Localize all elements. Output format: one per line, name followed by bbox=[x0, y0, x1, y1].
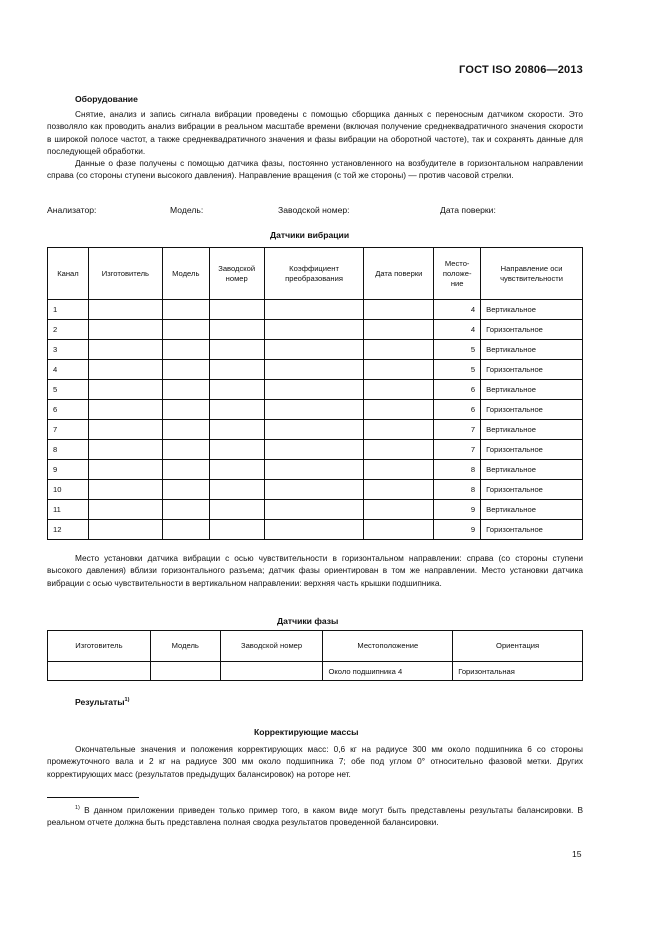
table-row bbox=[48, 320, 583, 340]
column-header: Коэффициент преобразования bbox=[264, 248, 364, 300]
equipment-paragraph-2: Данные о фазе получены с помощью датчика фазы, постоянно установленного на возбудителе в горизонтальном направлении справа (со стороны ступени высокого давления). Направление вращения (с той же стороны) — против часовой стрелки. bbox=[47, 158, 583, 181]
location-cell: 8 bbox=[434, 460, 481, 480]
empty-cell bbox=[364, 420, 434, 440]
table-row bbox=[48, 500, 583, 520]
empty-cell bbox=[364, 400, 434, 420]
location-cell: 9 bbox=[434, 500, 481, 520]
empty-cell bbox=[364, 320, 434, 340]
empty-cell bbox=[162, 420, 209, 440]
empty-cell bbox=[364, 480, 434, 500]
direction-cell: Вертикальное bbox=[481, 300, 583, 320]
column-header: Местоположение bbox=[323, 631, 453, 662]
footnote-divider bbox=[47, 797, 139, 798]
empty-cell bbox=[162, 440, 209, 460]
empty-cell bbox=[162, 320, 209, 340]
phase-sensors-table bbox=[47, 630, 583, 681]
empty-cell bbox=[364, 460, 434, 480]
table-row bbox=[48, 360, 583, 380]
empty-cell bbox=[162, 340, 209, 360]
empty-cell bbox=[264, 400, 364, 420]
location-cell: 8 bbox=[434, 480, 481, 500]
empty-cell bbox=[264, 480, 364, 500]
correction-masses-text: Окончательные значения и положения корректирующих масс: 0,6 кг на радиусе 300 мм около подшипника 6 со стороны промежуточного вала и 2 кг на радиусе 300 мм около подшипника 7; обе под углом 0° относительно фазовой метки. Других корректирующих масс (результатов предыдущих балансировок) на роторе нет. bbox=[47, 744, 583, 779]
direction-cell: Вертикальное bbox=[481, 340, 583, 360]
empty-cell bbox=[88, 360, 162, 380]
empty-cell bbox=[162, 300, 209, 320]
empty-cell bbox=[264, 340, 364, 360]
channel-cell: 11 bbox=[48, 500, 89, 520]
empty-cell bbox=[264, 440, 364, 460]
empty-cell bbox=[88, 480, 162, 500]
empty-cell bbox=[264, 500, 364, 520]
empty-cell bbox=[364, 380, 434, 400]
table-row bbox=[48, 440, 583, 460]
empty-cell bbox=[209, 360, 264, 380]
table-row bbox=[48, 460, 583, 480]
channel-cell: 9 bbox=[48, 460, 89, 480]
table-row bbox=[48, 520, 583, 540]
empty-cell bbox=[364, 300, 434, 320]
empty-cell bbox=[88, 500, 162, 520]
phase-sensors-title: Датчики фазы bbox=[277, 616, 339, 626]
empty-cell bbox=[88, 300, 162, 320]
empty-cell bbox=[209, 500, 264, 520]
footnote-text: В данном приложении приведен только пример того, в каком виде могут быть представлены результаты балансировки. В реальном отчете должна быть представлена полная сводка результатов проведенной балансировки. bbox=[47, 804, 583, 828]
empty-cell bbox=[364, 520, 434, 540]
empty-cell bbox=[88, 380, 162, 400]
direction-cell: Горизонтальное bbox=[481, 360, 583, 380]
empty-cell bbox=[162, 400, 209, 420]
direction-cell: Вертикальное bbox=[481, 420, 583, 440]
table-row bbox=[48, 662, 583, 681]
empty-cell bbox=[162, 380, 209, 400]
empty-cell bbox=[364, 360, 434, 380]
location-cell: 7 bbox=[434, 440, 481, 460]
channel-cell: 7 bbox=[48, 420, 89, 440]
empty-cell bbox=[88, 400, 162, 420]
empty-cell bbox=[264, 380, 364, 400]
empty-cell bbox=[162, 500, 209, 520]
direction-cell: Вертикальное bbox=[481, 460, 583, 480]
sensor-placement-note: Место установки датчика вибрации с осью чувствительности в горизонтальном направлении: справа (со стороны ступени высокого давления) вблизи горизонтального разъема; датчик фазы ориентирован в том же направлении. Место установки датчика вибрации с осью чувствительности в вертикальном направлении: верхняя часть крышки подшипника. bbox=[47, 553, 583, 588]
correction-masses-heading: Корректирующие массы bbox=[254, 727, 359, 737]
column-header: Модель bbox=[150, 631, 220, 662]
column-header: Место-положе-ние bbox=[434, 248, 481, 300]
verification-date-label: Дата поверки: bbox=[440, 205, 496, 215]
analyzer-label: Анализатор: bbox=[47, 205, 97, 215]
empty-cell bbox=[209, 420, 264, 440]
empty-cell bbox=[209, 520, 264, 540]
table-row bbox=[48, 300, 583, 320]
empty-cell bbox=[209, 340, 264, 360]
channel-cell: 12 bbox=[48, 520, 89, 540]
column-header: Заводской номер bbox=[220, 631, 323, 662]
location-cell: 6 bbox=[434, 380, 481, 400]
channel-cell: 8 bbox=[48, 440, 89, 460]
column-header: Заводской номер bbox=[209, 248, 264, 300]
table-row bbox=[48, 420, 583, 440]
location-cell: 7 bbox=[434, 420, 481, 440]
channel-cell: 3 bbox=[48, 340, 89, 360]
empty-cell bbox=[88, 340, 162, 360]
empty-cell bbox=[209, 440, 264, 460]
phase-orientation-cell: Горизонтальная bbox=[453, 662, 583, 681]
direction-cell: Горизонтальное bbox=[481, 320, 583, 340]
column-header: Направление оси чувствительности bbox=[481, 248, 583, 300]
table-row bbox=[48, 380, 583, 400]
empty-cell bbox=[264, 300, 364, 320]
location-cell: 9 bbox=[434, 520, 481, 540]
equipment-paragraph-1: Снятие, анализ и запись сигнала вибрации проведены с помощью сборщика данных с переносным датчиком скорости. Это позволяло как проводить анализ вибрации в реальном масштабе времени (включая получение среднеквадратичного значения скорости в широкой полосе частот, а также среднеквадратичного значения и фазы вибрации на оборотной частоте), так и сохранять данные для последующей обработки. bbox=[47, 109, 583, 157]
empty-cell bbox=[88, 440, 162, 460]
column-header: Дата поверки bbox=[364, 248, 434, 300]
channel-cell: 10 bbox=[48, 480, 89, 500]
empty-cell bbox=[264, 520, 364, 540]
empty-cell bbox=[209, 320, 264, 340]
channel-cell: 1 bbox=[48, 300, 89, 320]
empty-cell bbox=[88, 520, 162, 540]
location-cell: 6 bbox=[434, 400, 481, 420]
equipment-heading: Оборудование bbox=[75, 94, 138, 104]
empty-cell bbox=[264, 360, 364, 380]
channel-cell: 5 bbox=[48, 380, 89, 400]
location-cell: 5 bbox=[434, 340, 481, 360]
empty-cell bbox=[364, 340, 434, 360]
vibration-table-header bbox=[48, 248, 583, 300]
direction-cell: Горизонтальное bbox=[481, 480, 583, 500]
column-header: Канал bbox=[48, 248, 89, 300]
channel-cell: 6 bbox=[48, 400, 89, 420]
results-heading bbox=[75, 697, 129, 707]
footnote bbox=[47, 802, 583, 829]
empty-cell bbox=[88, 420, 162, 440]
location-cell: 5 bbox=[434, 360, 481, 380]
empty-cell bbox=[209, 300, 264, 320]
empty-cell bbox=[209, 400, 264, 420]
empty-cell bbox=[264, 420, 364, 440]
empty-cell bbox=[264, 460, 364, 480]
column-header: Изготовитель bbox=[48, 631, 151, 662]
column-header: Модель bbox=[162, 248, 209, 300]
direction-cell: Вертикальное bbox=[481, 500, 583, 520]
footnote-reference: 1) bbox=[124, 697, 130, 704]
empty-cell bbox=[209, 380, 264, 400]
model-label: Модель: bbox=[170, 205, 204, 215]
empty-cell bbox=[209, 480, 264, 500]
empty-cell bbox=[264, 320, 364, 340]
location-cell: 4 bbox=[434, 300, 481, 320]
empty-cell bbox=[364, 500, 434, 520]
phase-location-cell: Около подшипника 4 bbox=[323, 662, 453, 681]
channel-cell: 2 bbox=[48, 320, 89, 340]
results-heading-text: Результаты bbox=[75, 697, 125, 707]
table-row bbox=[48, 340, 583, 360]
serial-number-label: Заводской номер: bbox=[278, 205, 350, 215]
column-header: Изготовитель bbox=[88, 248, 162, 300]
empty-cell bbox=[364, 440, 434, 460]
column-header: Ориентация bbox=[453, 631, 583, 662]
vibration-sensors-table bbox=[47, 247, 583, 540]
vibration-sensors-title: Датчики вибрации bbox=[270, 230, 350, 240]
location-cell: 4 bbox=[434, 320, 481, 340]
direction-cell: Вертикальное bbox=[481, 380, 583, 400]
empty-cell bbox=[88, 460, 162, 480]
vibration-table-body bbox=[48, 300, 583, 540]
empty-cell bbox=[209, 460, 264, 480]
empty-cell bbox=[162, 480, 209, 500]
direction-cell: Горизонтальное bbox=[481, 520, 583, 540]
standard-header: ГОСТ ISO 20806—2013 bbox=[459, 64, 583, 76]
footnote-mark: 1) bbox=[75, 805, 80, 811]
phase-table-header bbox=[48, 631, 583, 662]
empty-cell bbox=[162, 460, 209, 480]
direction-cell: Горизонтальное bbox=[481, 440, 583, 460]
channel-cell: 4 bbox=[48, 360, 89, 380]
empty-cell bbox=[162, 520, 209, 540]
table-row bbox=[48, 400, 583, 420]
direction-cell: Горизонтальное bbox=[481, 400, 583, 420]
empty-cell bbox=[162, 360, 209, 380]
empty-cell bbox=[88, 320, 162, 340]
page-number: 15 bbox=[572, 849, 582, 859]
table-row bbox=[48, 480, 583, 500]
